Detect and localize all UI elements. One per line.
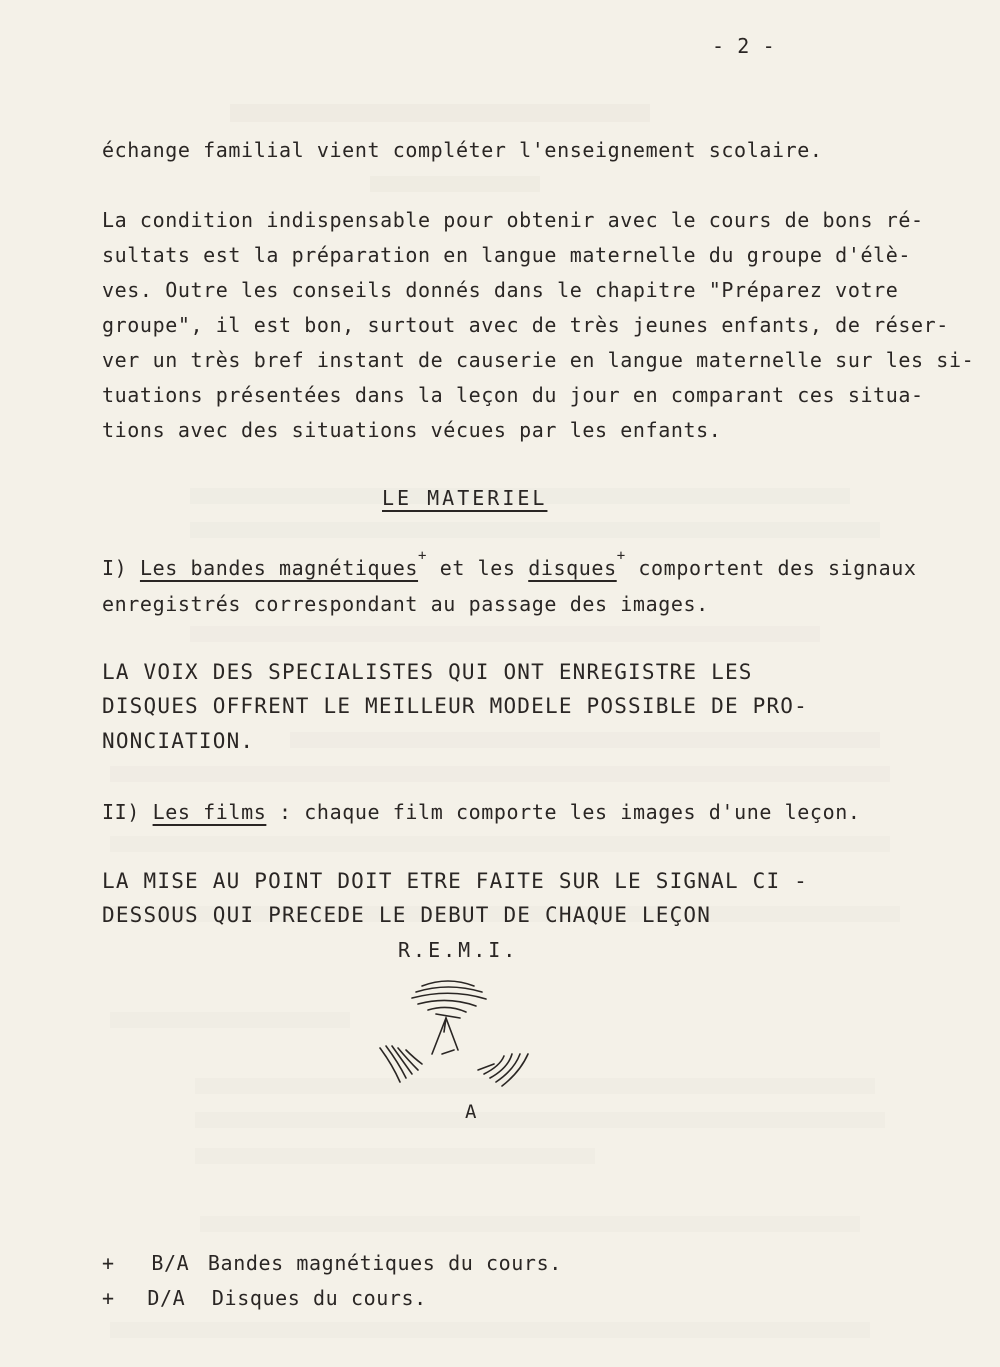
caps-line: DESSOUS QUI PRECEDE LE DEBUT DE CHAQUE LEÇON [102,903,712,927]
caps-line: LA MISE AU POINT DOIT ETRE FAITE SUR LE SIGNAL CI - [102,869,808,893]
paragraph-line: ver un très bref instant de causerie en langue maternelle sur les si- [102,348,975,372]
paragraph-line: sultats est la préparation en langue maternelle du groupe d'élè- [102,243,912,267]
item-number: II) [102,800,153,824]
term-disques: disques [528,556,617,580]
paragraph-line: échange familial vient compléter l'enseignement scolaire. [102,138,823,162]
paragraph-line: La condition indispensable pour obtenir avec le cours de bons ré- [102,208,924,232]
footnote-code: B/A [151,1251,190,1275]
footnote-text: Disques du cours. [211,1286,427,1310]
caps-line: DISQUES OFFRENT LE MEILLEUR MODELE POSSIBLE DE PRO- [102,694,808,718]
footnote-tapes [102,1251,562,1275]
item-2-line [102,800,861,824]
paragraph-line: ves. Outre les conseils donnés dans le chapitre "Préparez votre [102,278,899,302]
term-tapes: Les bandes magnétiques [139,556,419,580]
item-1-line-1 [102,548,917,580]
paragraph-line: groupe", il est bon, surtout avec de très jeunes enfants, de réser- [102,313,949,337]
signal-label: R.E.M.I. [398,938,519,962]
paragraph-line: tuations présentées dans la leçon du jour en comparant ces situa- [102,383,924,407]
footnote-mark: + [616,548,626,564]
paragraph-line: tions avec des situations vécues par les enfants. [102,418,722,442]
caps-line: LA VOIX DES SPECIALISTES QUI ONT ENREGISTRE LES [102,660,753,684]
footnote-mark: + [102,1251,115,1275]
footnote-mark: + [418,548,428,564]
item-number: I) [102,556,140,580]
signal-letter: A [465,1101,478,1123]
footnote-text: Bandes magnétiques du cours. [207,1251,562,1275]
page-number: - 2 - [712,34,776,58]
item-1-line-2: enregistrés correspondant au passage des images. [102,592,709,616]
section-heading: LE MATERIEL [382,486,548,510]
caps-line: NONCIATION. [102,729,255,753]
connector-text: et les [427,556,529,580]
footnote-mark: + [102,1286,115,1310]
remi-signal-icon [370,972,540,1097]
item-text: : chaque film comporte les images d'une leçon. [266,800,861,824]
item-text: comportent des signaux [625,556,917,580]
term-films: Les films [152,800,267,824]
footnote-code: D/A [147,1286,186,1310]
footnote-disques [102,1286,427,1310]
